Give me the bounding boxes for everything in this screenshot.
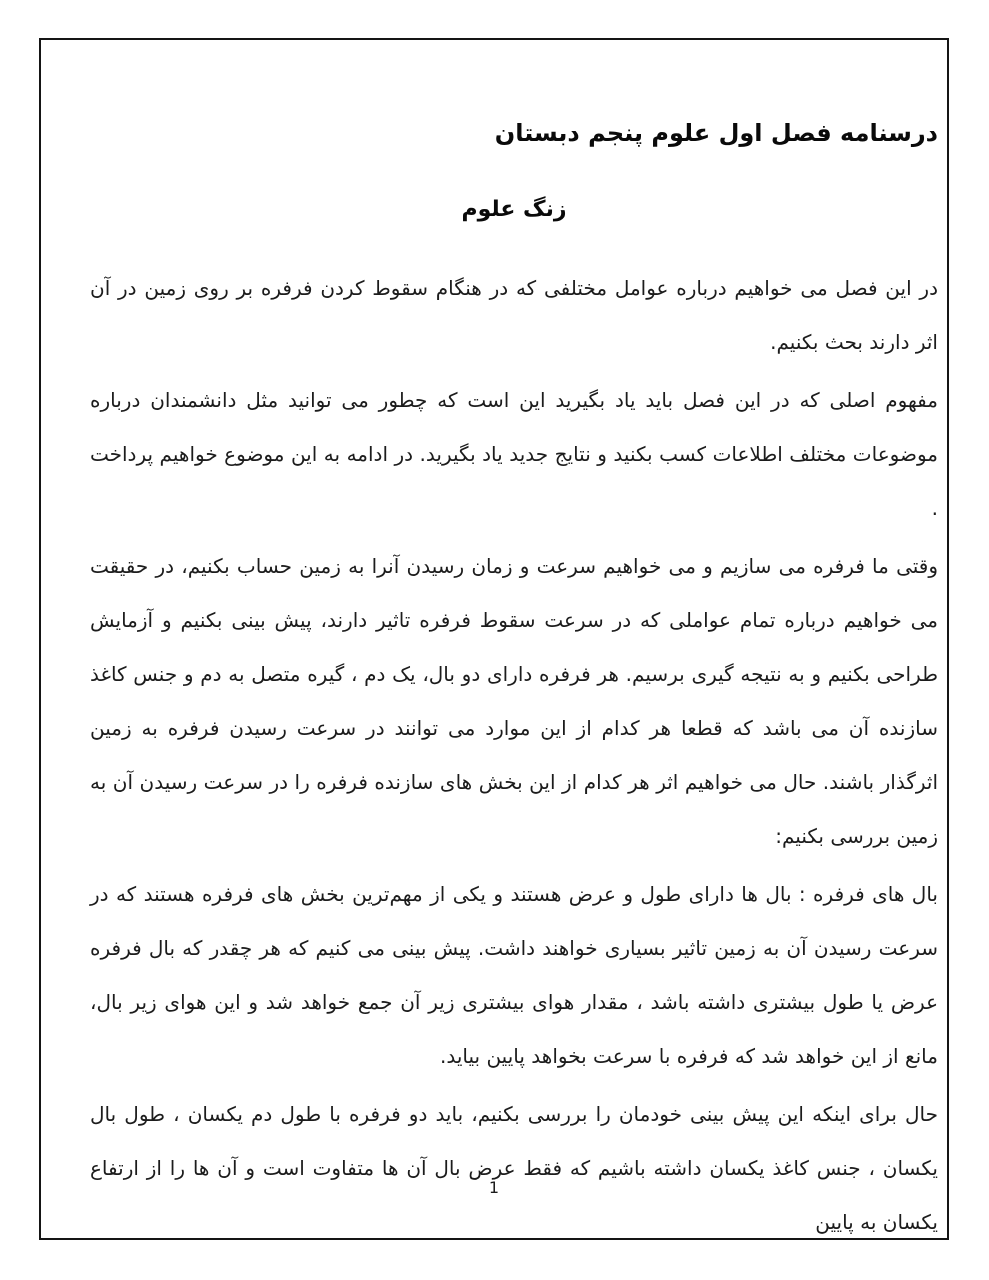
body-paragraph: در این فصل می خواهیم درباره عوامل مختلفی که در هنگام سقوط کردن فرفره بر روی زمین در آن اثر دارند بحث بکنیم.: [90, 276, 938, 354]
page-content: [90, 116, 938, 1253]
body-paragraph: حال برای اینکه این پیش بینی خودمان را بررسی بکنیم، باید دو فرفره با طول دم یکسان ، طول بال یکسان ، جنس کاغذ یکسان داشته باشیم که فقط عرض بال آن ها متفاوت است و آن ها را از ارتفاع یکسان به پایین: [90, 1102, 938, 1234]
body-paragraph: بال های فرفره : بال ها دارای طول و عرض هستند و یکی از مهم‌ترین بخش های فرفره هستند که در سرعت رسیدن آن به زمین تاثیر بسیاری خواهند داشت. پیش بینی می کنیم که هر چقدر که بال فرفره عرض یا طول بیشتری داشته باشد ، مقدار هوای بیشتری زیر آن جمع خواهد شد و این هوای زیر بال، مانع از این خواهد شد که فرفره با سرعت بخواهد پایین بیاید.: [90, 882, 938, 1068]
section-heading: زنگ علوم: [461, 197, 567, 222]
document-title: درسنامه فصل اول علوم پنجم دبستان: [494, 119, 938, 147]
body-paragraph: وقتی ما فرفره می سازیم و می خواهیم سرعت و زمان رسیدن آنرا به زمین حساب بکنیم، در حقیقت می خواهیم درباره تمام عواملی که در سرعت سقوط فرفره تاثیر دارند، پیش بینی بکنیم و آزمایش طراحی بکنیم و به نتیجه گیری برسیم. هر فرفره دارای دو بال، یک دم ، گیره متصل به دم و جنس کاغذ سازنده آن می باشد که قطعا هر کدام از این موارد می توانند در سرعت رسیدن فرفره به زمین اثرگذار باشند. حال می خواهیم اثر هر کدام از این بخش های سازنده فرفره را در سرعت رسیدن آن به زمین بررسی بکنیم:: [90, 554, 938, 848]
page-number: 1: [488, 1178, 500, 1197]
body-paragraph: مفهوم اصلی که در این فصل باید یاد بگیرید این است که چطور می توانید مثل دانشمندان درباره موضوعات مختلف اطلاعات کسب بکنید و نتایج جدید یاد بگیرید. در ادامه به این موضوع خواهیم پرداخت .: [90, 388, 938, 520]
